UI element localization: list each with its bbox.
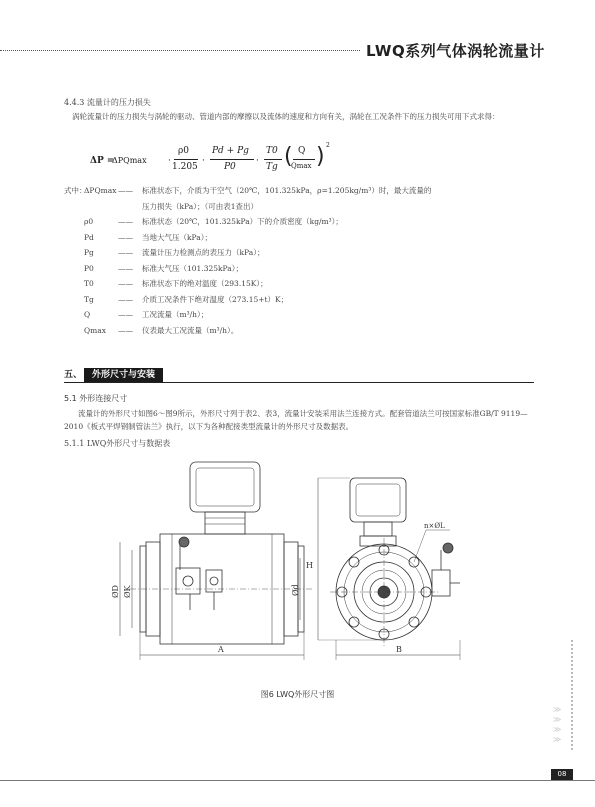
definition-text: 标准状态下，介质为干空气（20℃，101.325kPa，ρ=1.205kg/m³）时，最大流量的: [142, 186, 432, 195]
definition-dash: ——: [118, 217, 133, 226]
pressure-loss-formula: [90, 142, 330, 182]
section-5-number: 五、: [64, 370, 83, 380]
definition-dash: ——: [118, 186, 133, 195]
definition-row: [84, 263, 243, 274]
formula-q: Q: [298, 146, 306, 156]
dim-label-H: H: [306, 561, 313, 570]
definition-symbol: ΔPQmax: [84, 186, 117, 195]
formula-rho0: ρ0: [178, 146, 190, 156]
definition-text: 标准状态（20℃，101.325kPa）下的介质密度（kg/m³）；: [142, 217, 343, 226]
definition-dash: ——: [118, 232, 133, 242]
definition-text: 介质工况条件下绝对温度（273.15+t）K；: [142, 294, 289, 304]
formula-exp: 2: [326, 142, 330, 149]
dim-label-d: Ød: [291, 584, 300, 596]
dim-label-B: B: [396, 645, 402, 654]
definitions-intro: 式中：: [64, 186, 87, 195]
formula-frac-line-4: [293, 159, 315, 160]
definition-text: 仪表最大工况流量（m³/h）。: [142, 325, 239, 335]
lwq-dimension-drawing: [0, 450, 595, 685]
chevron-ornament-3: ≫: [553, 725, 562, 734]
formula-qmax: Qmax: [291, 162, 312, 170]
meter-head-side: [190, 462, 260, 512]
definition-row: [84, 325, 238, 336]
definition-symbol: ρ0: [84, 217, 94, 226]
footer-rule: [0, 780, 595, 781]
page-number: 08: [551, 769, 573, 780]
definition-symbol: Pd: [84, 232, 94, 242]
definition-text: 标准大气压（101.325kPa）；: [142, 263, 243, 273]
formula-t0: T0: [266, 146, 278, 156]
definition-row: [84, 294, 288, 305]
definition-text: 标准状态下的绝对温度（293.15K）；: [142, 279, 268, 288]
formula-dp: ΔPQmax: [112, 156, 147, 165]
definition-symbol: Qmax: [84, 325, 106, 335]
header-title: LWQ系列气体涡轮流量计: [366, 42, 545, 60]
subsection-511-heading: 5.1.1 LWQ外形尺寸与数据表: [64, 439, 171, 448]
section-443-paragraph: 涡轮流量计的压力损失与涡轮的驱动、管道内部的摩擦以及流体的速度和方向有关，涡轮在工况条件下的压力损失可用下式求得：: [72, 112, 500, 121]
side-dotted-ornament: [571, 640, 573, 750]
dim-label-nL: n×ØL: [424, 522, 445, 530]
formula-num: Pd + Pg: [212, 146, 249, 156]
section-heading-443: 4.4.3 流量计的压力损失: [64, 98, 151, 107]
formula-dot2: ·: [202, 156, 205, 166]
definition-symbol: Q: [84, 310, 91, 319]
formula-frac-line-1: [174, 159, 198, 160]
definition-text: 当地大气压（kPa）；: [142, 232, 212, 242]
definition-row: [84, 201, 258, 212]
dim-label-A: A: [218, 645, 224, 654]
dim-label-K: ØK: [123, 585, 132, 598]
definition-dash: ——: [118, 248, 133, 257]
definition-row: [84, 278, 268, 289]
definition-text: 压力损失（kPa）；（可由表1查出）: [142, 201, 258, 211]
definition-symbol: Pg: [84, 248, 94, 257]
definition-dash: ——: [118, 325, 133, 335]
formula-frac-line-2: [210, 159, 254, 160]
definition-row: [84, 247, 264, 258]
chevron-ornament-4: ≫: [553, 735, 562, 744]
dim-label-D: ØD: [111, 585, 120, 598]
formula-dot1: ·: [168, 156, 171, 166]
header-dotted-rule: [0, 50, 360, 51]
section-5-bar: [64, 368, 534, 383]
definition-text: 流量计压力检测点的表压力（kPa）；: [142, 248, 265, 257]
valve-knob-right: [443, 543, 453, 553]
chevron-ornament-1: ≫: [553, 705, 562, 714]
formula-k: 1.205: [172, 162, 198, 172]
formula-tg: Tg: [266, 162, 278, 172]
formula-paren-open: (: [284, 144, 293, 169]
formula-frac-line-3: [264, 159, 282, 160]
definition-symbol: Tg: [84, 294, 94, 304]
definition-row: [84, 185, 431, 196]
definition-text: 工况流量（m³/h）；: [142, 310, 209, 319]
valve-knob-left: [179, 537, 189, 547]
meter-head-front: [350, 478, 406, 522]
formula-den1: P0: [224, 162, 236, 172]
definition-symbol: P0: [84, 263, 94, 273]
definition-dash: ——: [118, 310, 133, 319]
figure-caption: 图6 LWQ外形尺寸图: [260, 690, 335, 699]
definition-dash: ——: [118, 263, 133, 273]
formula-paren-close: ): [316, 144, 325, 169]
definition-symbol: T0: [84, 279, 94, 288]
definition-row: [84, 232, 212, 243]
formula-dot3: ·: [256, 156, 259, 166]
section-5-title: 外形尺寸与安装: [84, 368, 163, 382]
definition-dash: ——: [118, 294, 133, 304]
definition-row: [84, 216, 343, 227]
subsection-51-heading: 5.1 外形连接尺寸: [64, 394, 128, 403]
subsection-51-paragraph: 流量计的外形尺寸如图6～图9所示，外形尺寸列于表2、表3，流量计安装采用法兰连接方式。配套管道法兰可按国家标准GB/T 9119—2010《板式平焊钢制管法兰》执行，以下为各种配接类型流量计的外形尺寸及数据表。: [64, 409, 528, 431]
definition-dash: ——: [118, 279, 133, 288]
formula-lhs: ΔP =: [90, 156, 115, 166]
chevron-ornament-2: ≫: [553, 715, 562, 724]
definition-row: [84, 309, 208, 320]
